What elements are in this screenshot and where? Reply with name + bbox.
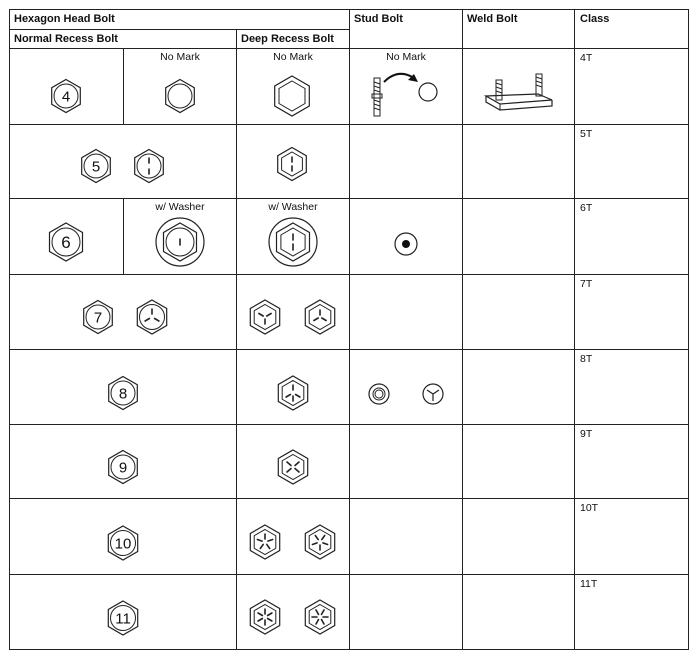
label-w-washer-normal: w/ Washer xyxy=(155,201,205,213)
weld-bolt-icon xyxy=(478,66,558,116)
hex-head-plain-icon xyxy=(162,78,198,114)
deep-recess-three-marks-icon xyxy=(301,298,339,336)
hex-head-number-11-icon xyxy=(104,599,142,637)
washer-head-one-mark-icon xyxy=(154,216,206,268)
header-stud-bolt: Stud Bolt xyxy=(354,13,403,25)
header-normal-recess-bolt: Normal Recess Bolt xyxy=(14,33,118,45)
deep-recess-five-marks-icon xyxy=(301,523,339,561)
stud-bolt-no-mark-icon xyxy=(358,64,448,122)
deep-recess-four-marks-icon xyxy=(274,374,312,412)
class-label: 5T xyxy=(580,128,593,140)
hex-head-number-9-icon xyxy=(105,449,141,485)
class-label: 6T xyxy=(580,202,593,214)
head-number: 9 xyxy=(118,459,128,477)
table-border-left xyxy=(9,9,10,650)
hex-head-number-8-icon xyxy=(105,375,141,411)
header-hexagon-head-bolt: Hexagon Head Bolt xyxy=(14,13,115,25)
hex-head-number-10-icon xyxy=(104,524,142,562)
deep-recess-six-marks-icon xyxy=(246,598,284,636)
label-no-mark-normal: No Mark xyxy=(160,51,200,63)
label-w-washer-deep: w/ Washer xyxy=(268,201,318,213)
head-number: 8 xyxy=(118,385,128,403)
class-label: 10T xyxy=(580,502,599,514)
deep-recess-six-marks-icon xyxy=(301,598,339,636)
head-number: 10 xyxy=(114,535,132,553)
column-divider xyxy=(574,9,575,650)
table-border-right xyxy=(688,9,689,650)
hex-head-number-4-icon xyxy=(48,78,84,114)
deep-recess-two-marks-icon xyxy=(274,146,310,182)
class-label: 4T xyxy=(580,52,593,64)
header-deep-recess-bolt: Deep Recess Bolt xyxy=(241,33,334,45)
deep-recess-plain-hex-icon xyxy=(270,74,314,118)
hex-head-number-7-icon xyxy=(80,299,116,335)
class-label: 8T xyxy=(580,353,593,365)
deep-recess-three-marks-icon xyxy=(246,298,284,336)
header-divider-sub xyxy=(9,29,349,30)
head-number: 5 xyxy=(91,158,101,176)
head-number: 6 xyxy=(61,233,71,252)
stud-bolt-dot-mark-icon xyxy=(392,230,420,258)
hex-head-three-marks-icon xyxy=(133,298,171,336)
stud-bolt-double-circle-icon xyxy=(366,381,392,407)
column-divider xyxy=(349,9,350,650)
column-divider xyxy=(462,9,463,650)
head-number: 4 xyxy=(61,88,71,106)
class-label: 7T xyxy=(580,278,593,290)
class-label: 11T xyxy=(580,578,598,590)
hex-head-number-5-icon xyxy=(78,148,114,184)
head-number: 7 xyxy=(93,309,103,327)
deep-recess-five-marks-icon xyxy=(246,523,284,561)
head-number: 11 xyxy=(115,610,131,628)
hex-head-number-6-icon xyxy=(46,222,86,262)
header-class: Class xyxy=(580,13,610,25)
deep-recess-four-marks-x-icon xyxy=(274,448,312,486)
column-divider xyxy=(236,29,237,650)
header-weld-bolt: Weld Bolt xyxy=(467,13,518,25)
label-no-mark-deep: No Mark xyxy=(273,51,313,63)
class-label: 9T xyxy=(580,428,593,440)
hex-head-two-marks-icon xyxy=(131,148,167,184)
label-no-mark-stud: No Mark xyxy=(386,51,426,63)
stud-bolt-y-mark-icon xyxy=(420,381,446,407)
washer-deep-recess-two-marks-icon xyxy=(267,216,319,268)
